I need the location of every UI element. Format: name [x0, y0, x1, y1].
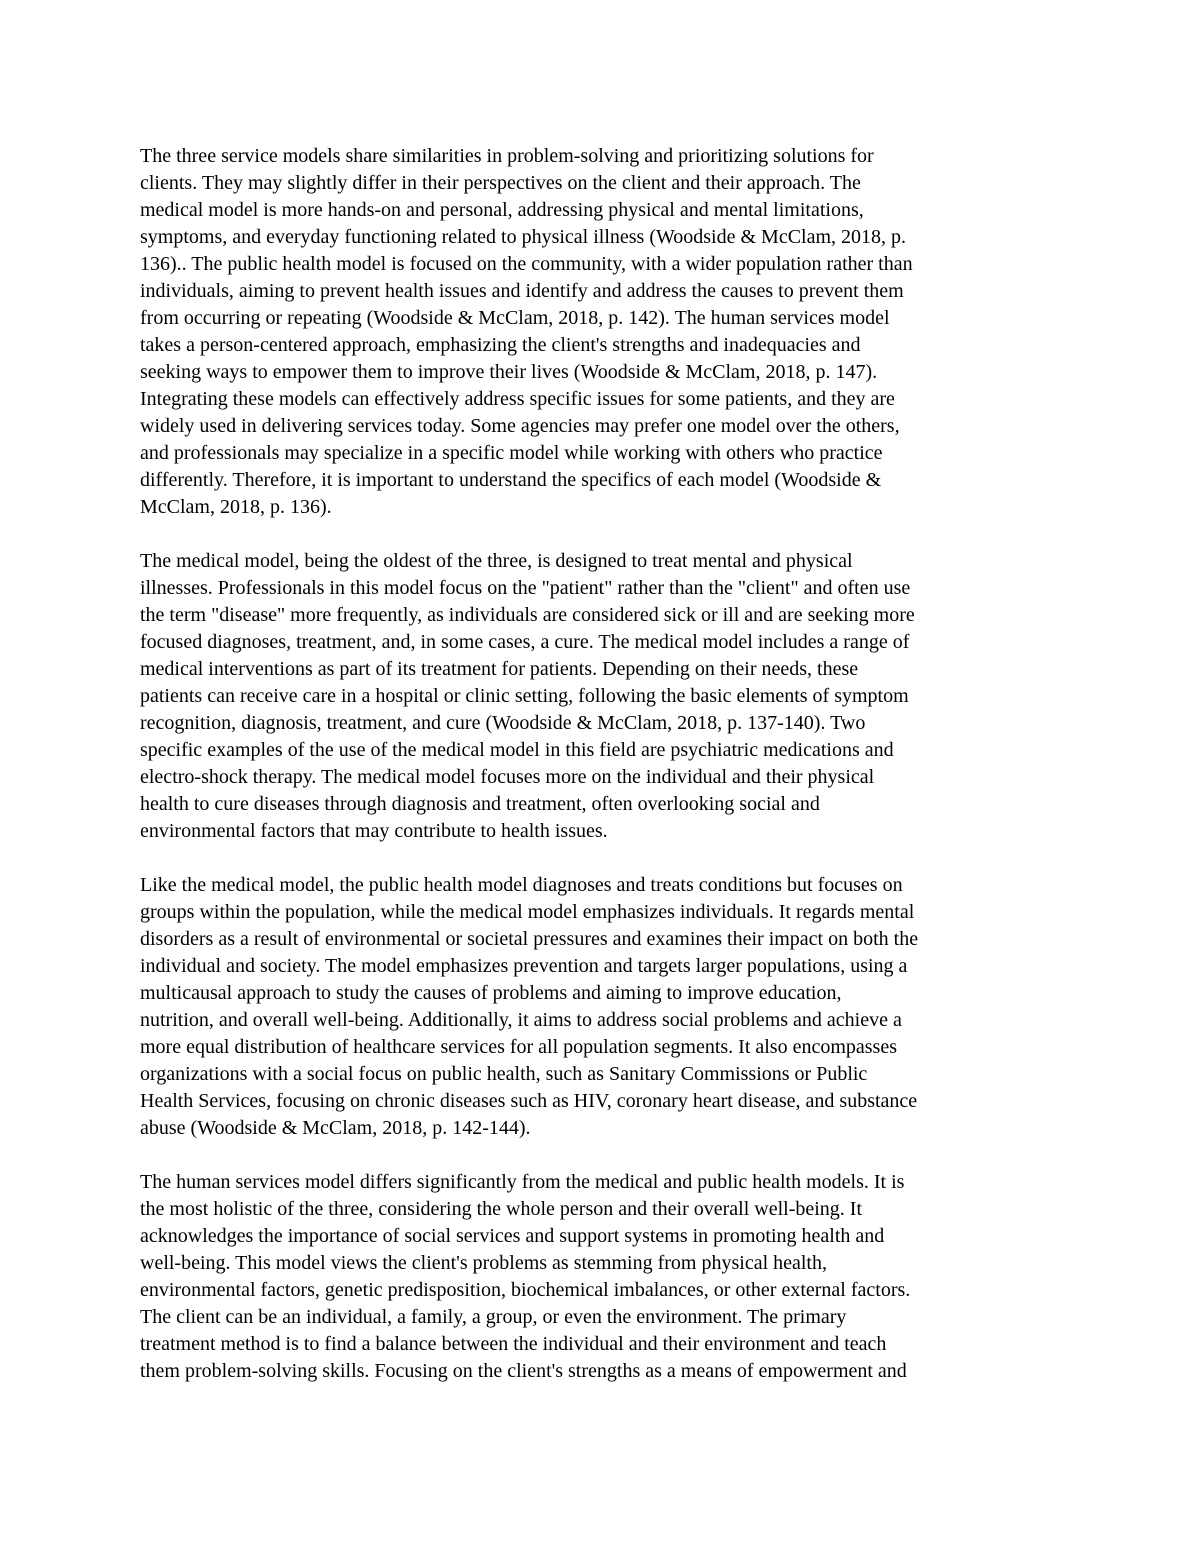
paragraph-medical-model [140, 548, 1070, 845]
text-line: environmental factors that may contribute to health issues. [140, 820, 608, 842]
text-line: Like the medical model, the public health model diagnoses and treats conditions but focuses on [140, 874, 903, 896]
text-line: differently. Therefore, it is important to understand the specifics of each model (Woodside & [140, 469, 882, 491]
text-line: them problem-solving skills. Focusing on the client's strengths as a means of empowerment and [140, 1360, 907, 1382]
text-line: Integrating these models can effectively address specific issues for some patients, and they are [140, 388, 895, 410]
text-line: widely used in delivering services today. Some agencies may prefer one model over the others, [140, 415, 900, 437]
text-line: acknowledges the importance of social services and support systems in promoting health and [140, 1225, 885, 1247]
text-line: seeking ways to empower them to improve their lives (Woodside & McClam, 2018, p. 147). [140, 361, 878, 383]
text-line: McClam, 2018, p. 136). [140, 496, 332, 518]
text-line: symptoms, and everyday functioning related to physical illness (Woodside & McClam, 2018, p. [140, 226, 907, 248]
text-line: abuse (Woodside & McClam, 2018, p. 142-144). [140, 1117, 531, 1139]
text-line: from occurring or repeating (Woodside & McClam, 2018, p. 142). The human services model [140, 307, 890, 329]
text-line: groups within the population, while the medical model emphasizes individuals. It regards mental [140, 901, 915, 923]
text-line: environmental factors, genetic predisposition, biochemical imbalances, or other external factors. [140, 1279, 911, 1301]
text-line: electro-shock therapy. The medical model focuses more on the individual and their physical [140, 766, 875, 788]
text-line: medical model is more hands-on and personal, addressing physical and mental limitations, [140, 199, 864, 221]
paragraph-human-services-model [140, 1169, 1070, 1385]
text-line: individuals, aiming to prevent health issues and identify and address the causes to prevent them [140, 280, 904, 302]
text-line: The human services model differs significantly from the medical and public health models. It is [140, 1171, 905, 1193]
text-line: focused diagnoses, treatment, and, in some cases, a cure. The medical model includes a range of [140, 631, 910, 653]
text-line: organizations with a social focus on public health, such as Sanitary Commissions or Public [140, 1063, 868, 1085]
text-line: individual and society. The model emphasizes prevention and targets larger populations, using a [140, 955, 908, 977]
text-line: Health Services, focusing on chronic diseases such as HIV, coronary heart disease, and substance [140, 1090, 918, 1112]
text-line: The medical model, being the oldest of the three, is designed to treat mental and physical [140, 550, 853, 572]
text-line: more equal distribution of healthcare services for all population segments. It also encompasses [140, 1036, 898, 1058]
text-line: treatment method is to find a balance between the individual and their environment and teach [140, 1333, 887, 1355]
text-line: and professionals may specialize in a specific model while working with others who practice [140, 442, 883, 464]
text-line: nutrition, and overall well-being. Additionally, it aims to address social problems and achieve a [140, 1009, 902, 1031]
text-line: patients can receive care in a hospital or clinic setting, following the basic elements of symptom [140, 685, 909, 707]
text-line: medical interventions as part of its treatment for patients. Depending on their needs, these [140, 658, 859, 680]
text-line: health to cure diseases through diagnosis and treatment, often overlooking social and [140, 793, 820, 815]
text-line: well-being. This model views the client's problems as stemming from physical health, [140, 1252, 827, 1274]
text-line: illnesses. Professionals in this model focus on the "patient" rather than the "client" and often use [140, 577, 911, 599]
text-line: recognition, diagnosis, treatment, and cure (Woodside & McClam, 2018, p. 137-140). Two [140, 712, 866, 734]
paragraph-overview [140, 143, 1070, 521]
text-line: The client can be an individual, a family, a group, or even the environment. The primary [140, 1306, 847, 1328]
text-line: the most holistic of the three, considering the whole person and their overall well-being. It [140, 1198, 863, 1220]
text-line: 136).. The public health model is focused on the community, with a wider population rather than [140, 253, 913, 275]
text-line: multicausal approach to study the causes of problems and aiming to improve education, [140, 982, 842, 1004]
text-line: clients. They may slightly differ in their perspectives on the client and their approach. The [140, 172, 861, 194]
paragraph-public-health-model [140, 872, 1070, 1142]
text-line: specific examples of the use of the medical model in this field are psychiatric medications and [140, 739, 894, 761]
text-line: The three service models share similarities in problem-solving and prioritizing solutions for [140, 145, 874, 167]
text-line: takes a person-centered approach, emphasizing the client's strengths and inadequacies and [140, 334, 861, 356]
text-line: the term "disease" more frequently, as individuals are considered sick or ill and are seeking more [140, 604, 915, 626]
document-body [140, 143, 1070, 1412]
text-line: disorders as a result of environmental or societal pressures and examines their impact on both the [140, 928, 919, 950]
